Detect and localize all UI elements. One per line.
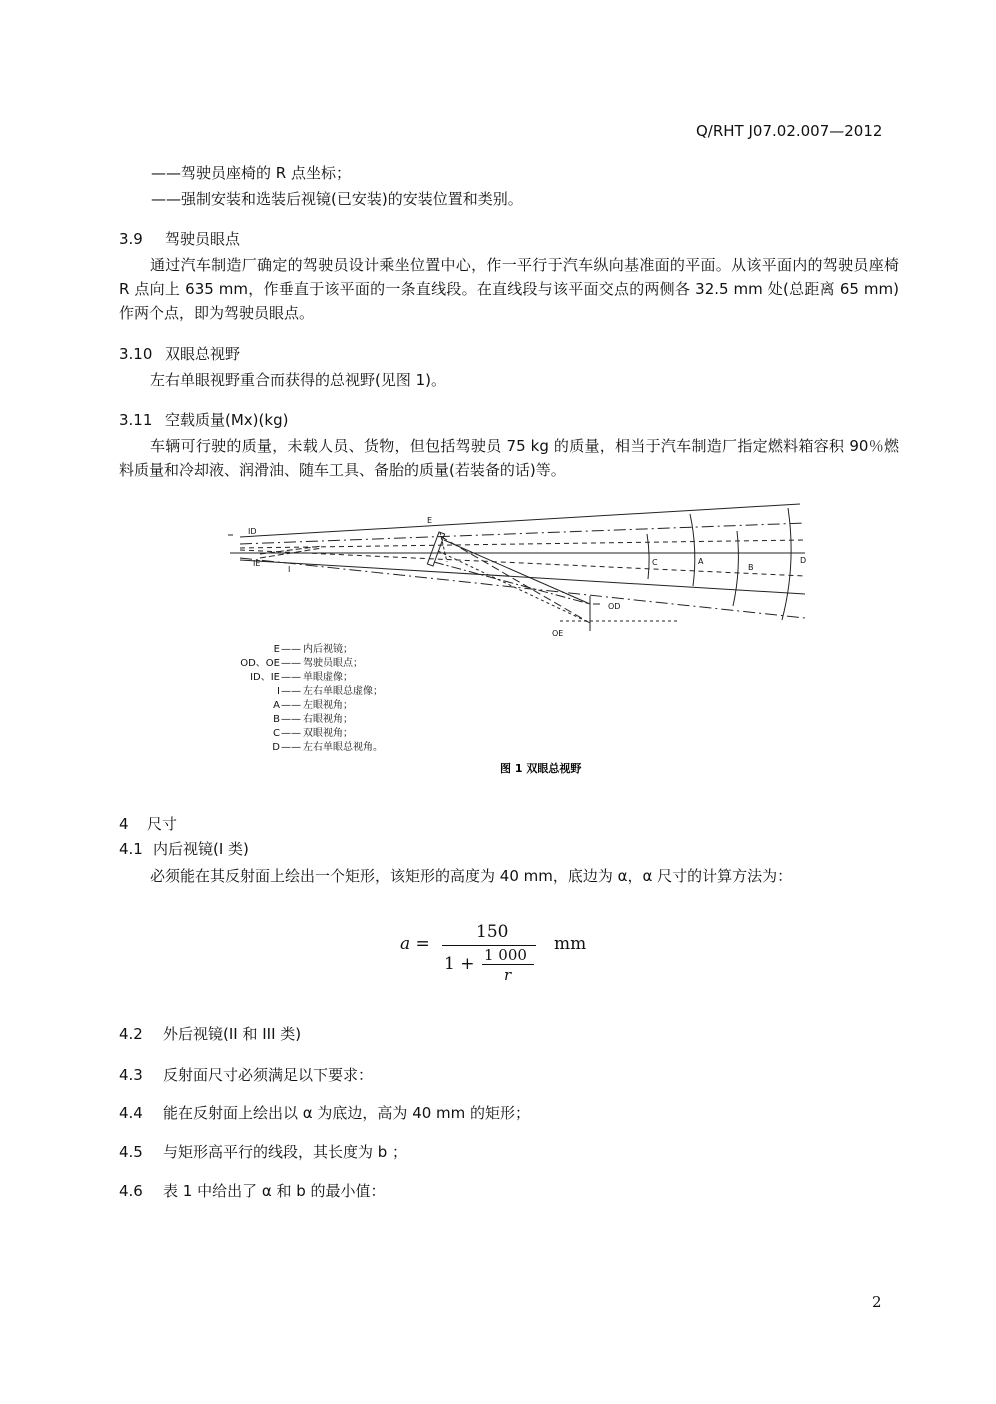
figure-caption: 图 1 双眼总视野	[500, 762, 582, 775]
item-4-4	[119, 1102, 530, 1124]
legend-desc: 内后视镜；	[303, 644, 353, 655]
section-heading-4-1	[119, 838, 249, 860]
item-4-6	[119, 1180, 386, 1202]
section-heading-3-11	[119, 409, 288, 431]
legend-key: C	[273, 728, 280, 739]
legend-key: I	[277, 686, 280, 697]
angle-arc-a	[690, 514, 695, 586]
item-number: 4.5	[119, 1143, 143, 1161]
section-title: 内后视镜(I 类)	[153, 840, 249, 858]
label-id: ID	[248, 527, 257, 536]
figure-legend	[240, 642, 383, 753]
item-text: 外后视镜(II 和 III 类)	[163, 1025, 302, 1043]
legend-sep: ——	[281, 700, 301, 711]
formula-numerator: 150	[476, 922, 509, 942]
formula-inner-denominator: r	[504, 966, 512, 984]
section-title-suffix: (Mx)(kg)	[225, 411, 289, 429]
sight-line	[240, 504, 800, 537]
legend-sep: ——	[281, 686, 301, 697]
section-title: 双眼总视野	[165, 345, 241, 363]
legend-sep: ——	[281, 672, 301, 683]
section-title: 尺寸	[147, 815, 178, 833]
legend-key: B	[273, 714, 280, 725]
label-oe: OE	[552, 629, 564, 638]
section-number: 4	[119, 815, 129, 833]
label-c: C	[652, 558, 658, 567]
reflected-ray	[434, 562, 590, 604]
legend-desc: 双眼视角；	[303, 728, 353, 739]
inner-fraction-bar	[482, 964, 534, 965]
item-4-2	[119, 1023, 301, 1045]
sight-line-dashed	[240, 540, 805, 548]
section-body-4-1: 必须能在其反射面上绘出一个矩形，该矩形的高度为 40 mm，底边为 α，α 尺寸的计算方法为：	[150, 867, 793, 885]
section-number: 4.1	[119, 840, 143, 858]
section-title: 空载质量	[165, 411, 226, 429]
page-number: 2	[872, 1293, 882, 1311]
section-body-3-9: 通过汽车制造厂确定的驾驶员设计乘坐位置中心，作一平行于汽车纵向基准面的平面。从该平面内的驾驶员座椅 R 点向上 635 mm，作垂直于该平面的一条直线段。在直线段与该平面交点的两侧各 32.5 mm 处(总距离 65 mm)作两个点，即为驾驶员眼点。	[119, 256, 899, 322]
item-text: 与矩形高平行的线段，其长度为 b ；	[163, 1143, 408, 1161]
legend-key: E	[273, 644, 280, 655]
list-item: ——驾驶员座椅的 R 点坐标；	[151, 164, 351, 182]
section-number: 3.9	[119, 230, 143, 248]
section-body-3-10: 左右单眼视野重合而获得的总视野(见图 1)。	[150, 371, 447, 389]
legend-desc: 右眼视角；	[303, 714, 353, 725]
formula-den-prefix: 1 +	[444, 954, 475, 974]
item-number: 4.4	[119, 1104, 143, 1122]
legend-sep: ——	[281, 728, 301, 739]
legend-key: ID、IE	[250, 672, 280, 683]
legend-key: OD、OE	[240, 658, 280, 669]
item-number: 4.2	[119, 1025, 143, 1043]
section-number: 3.11	[119, 411, 153, 429]
angle-arc-b	[733, 531, 738, 606]
item-number: 4.3	[119, 1066, 143, 1084]
label-od: OD	[608, 602, 621, 611]
section-body-3-11: 车辆可行驶的质量，未载人员、货物，但包括驾驶员 75 kg 的质量，相当于汽车制造厂指定燃料箱容积 90％燃料质量和冷却液、润滑油、随车工具、备胎的质量(若装备的话)等。	[119, 437, 899, 479]
sight-line	[240, 560, 805, 594]
formula-unit: mm	[554, 934, 587, 954]
label-ie: IE	[253, 559, 261, 568]
item-text: 能在反射面上绘出以 α 为底边，高为 40 mm 的矩形；	[163, 1104, 531, 1122]
legend-sep: ——	[281, 714, 301, 725]
legend-sep: ——	[281, 742, 301, 753]
item-text: 表 1 中给出了 α 和 b 的最小值：	[163, 1182, 386, 1200]
label-a: A	[698, 557, 704, 566]
label-d: D	[800, 556, 807, 565]
section-heading-3-9	[119, 228, 240, 250]
legend-desc: 左眼视角；	[303, 700, 353, 711]
label-e: E	[427, 516, 433, 525]
label-i: I	[288, 565, 291, 574]
item-4-5	[119, 1141, 407, 1163]
angle-arc-d	[782, 508, 791, 620]
legend-desc: 左右单眼总视角。	[303, 742, 383, 753]
legend-key: D	[272, 742, 280, 753]
section-number: 3.10	[119, 345, 153, 363]
sight-line-dashed	[240, 550, 805, 576]
formula-lhs: a =	[400, 934, 430, 954]
reflected-ray	[444, 540, 590, 604]
section-heading-4	[119, 813, 177, 835]
legend-sep: ——	[281, 658, 301, 669]
document-code: Q/RHT J07.02.007—2012	[696, 122, 883, 140]
figure-binocular-field-of-view	[200, 496, 820, 786]
item-4-3	[119, 1064, 373, 1086]
legend-desc: 单眼虚像；	[303, 672, 353, 683]
section-heading-3-10	[119, 343, 240, 365]
sight-line-dashdot	[240, 558, 805, 618]
legend-desc: 驾驶员眼点；	[303, 658, 363, 669]
item-number: 4.6	[119, 1182, 143, 1200]
legend-sep: ——	[281, 644, 301, 655]
item-text: 反射面尺寸必须满足以下要求：	[163, 1066, 374, 1084]
label-b: B	[748, 563, 754, 572]
angle-arc-c	[647, 534, 649, 579]
reflected-ray	[438, 551, 590, 623]
list-item: ——强制安装和选装后视镜(已安装)的安装位置和类别。	[151, 190, 523, 208]
legend-key: A	[273, 700, 280, 711]
legend-desc: 左右单眼总虚像；	[303, 686, 383, 697]
formula-inner-numerator: 1 000	[484, 946, 527, 964]
section-title: 驾驶员眼点	[165, 230, 241, 248]
